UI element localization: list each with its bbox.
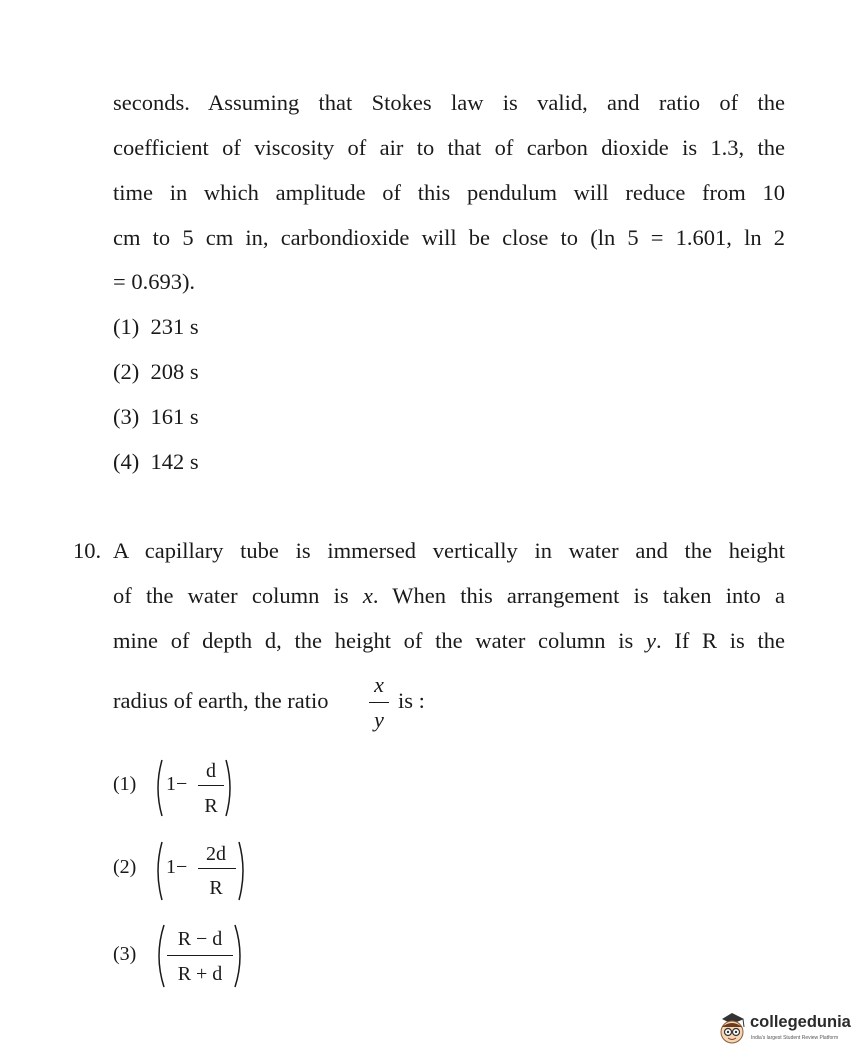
logo-tagline: India's largest Student Review Platform <box>751 1035 839 1041</box>
q10-option-3-numerator: R − d <box>177 928 223 950</box>
q9-text-line-1: seconds. Assuming that Stokes law is valid, and ratio of the <box>113 90 785 115</box>
q10-option-1-numerator: d <box>206 760 216 782</box>
q10-text-line-2: of the water column is x. When this arrangement is taken into a <box>113 583 785 608</box>
q10-text-line-4-end: is : <box>398 688 425 713</box>
right-paren-icon <box>237 840 249 902</box>
q10-option-2-fraction-bar <box>198 868 236 869</box>
ratio-denominator: y <box>374 707 384 732</box>
q9-text-line-5: = 0.693). <box>113 269 196 294</box>
q10-option-1-fraction-bar <box>198 785 224 786</box>
collegedunia-logo <box>714 1005 864 1053</box>
q10-text-line-4: radius of earth, the ratio <box>113 688 329 713</box>
left-paren-icon <box>152 923 166 989</box>
q10-option-2-denominator: R <box>209 877 223 899</box>
right-paren-icon <box>224 758 236 818</box>
q10-option-1-denominator: R <box>204 795 218 817</box>
q10-text-line-1: A capillary tube is immersed vertically in water and the height <box>113 538 785 563</box>
right-paren-icon <box>233 923 247 989</box>
q9-text-line-3: time in which amplitude of this pendulum will reduce from 10 <box>113 180 785 205</box>
q10-option-3-fraction-bar <box>167 955 233 956</box>
ratio-fraction-bar <box>369 702 389 703</box>
q10-option-1-label: (1) <box>113 773 137 795</box>
logo-wordmark: collegedunia <box>750 1013 851 1031</box>
q10-option-3-denominator: R + d <box>177 963 223 985</box>
q10-option-2-label: (2) <box>113 856 137 878</box>
q9-option-3: (3) 161 s <box>113 404 199 429</box>
q10-option-2-numerator: 2d <box>206 843 226 865</box>
mascot-icon <box>714 1009 750 1049</box>
q9-option-1: (1) 231 s <box>113 314 199 339</box>
q9-option-4: (4) 142 s <box>113 449 199 474</box>
q9-option-2: (2) 208 s <box>113 359 199 384</box>
q10-option-2-prefix: 1− <box>166 856 188 878</box>
q10-option-1-prefix: 1− <box>166 773 188 795</box>
q10-option-3-label: (3) <box>113 943 137 965</box>
q9-text-line-4: cm to 5 cm in, carbondioxide will be close to (ln 5 = 1.601, ln 2 <box>113 225 785 250</box>
ratio-numerator: x <box>374 672 384 697</box>
left-paren-icon <box>152 840 164 902</box>
q10-text-line-3: mine of depth d, the height of the water column is y. If R is the <box>113 628 785 653</box>
left-paren-icon <box>152 758 164 818</box>
q10-number: 10. <box>73 538 102 563</box>
q9-text-line-2: coefficient of viscosity of air to that of carbon dioxide is 1.3, the <box>113 135 785 160</box>
